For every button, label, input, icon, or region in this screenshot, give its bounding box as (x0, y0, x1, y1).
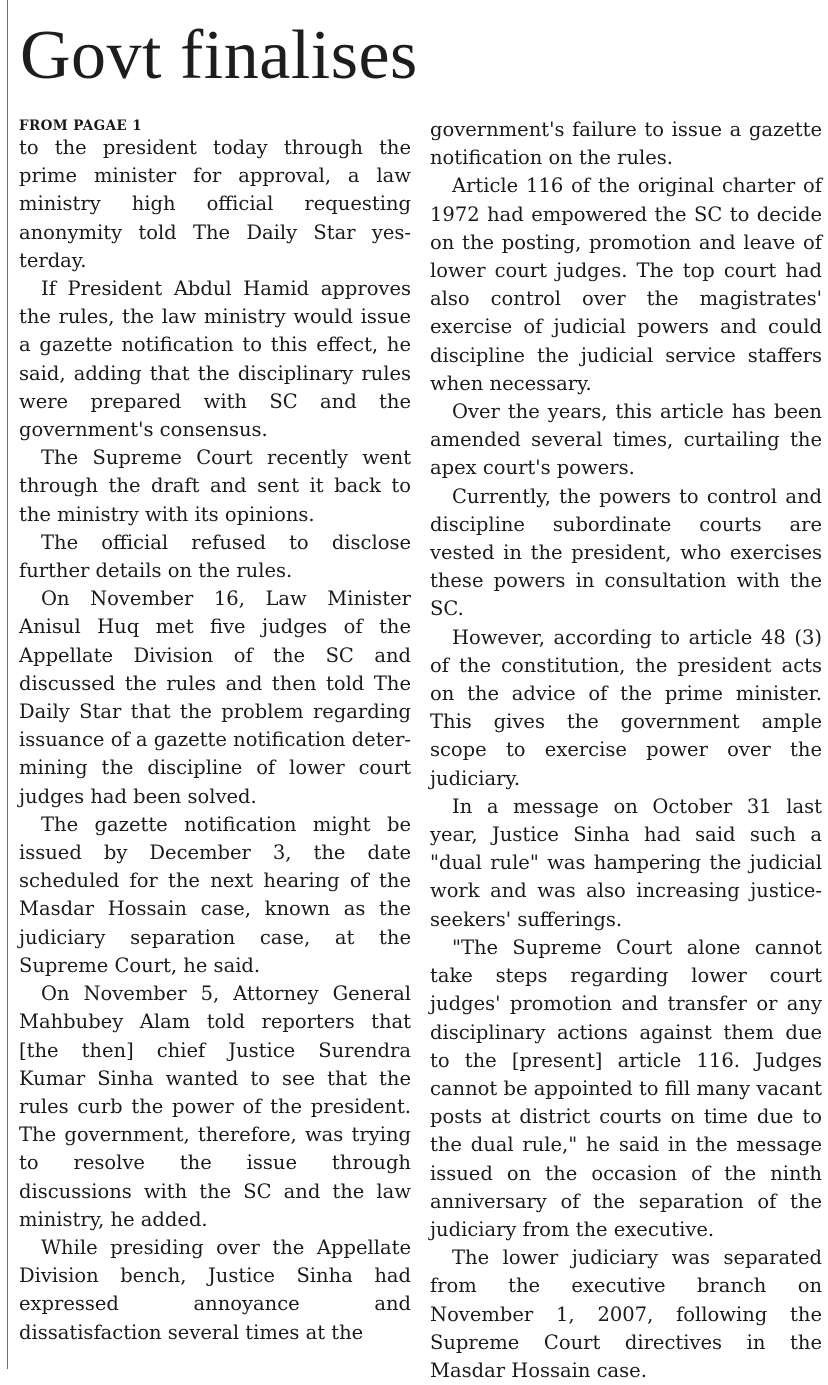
paragraph: Currently, the powers to control and discipline subordinate courts are vested in the president, who exercises these powers in consultation with the SC. (430, 484, 822, 621)
paragraph: On November 16, Law Minister Anisul Huq met five judges of the Appellate Division of the SC and discussed the rules and then told The Daily Star that the problem regarding issuance of a gazette notification determining the discipline of lower court judges had been solved. (19, 587, 411, 808)
paragraph: government's failure to issue a gazette notification on the rules. (430, 118, 822, 170)
paragraph: The gazette notification might be issued by December 3, the date scheduled for the next hearing of the Masdar Hossain case, known as the judiciary separation case, at the Supreme Court, he said. (19, 812, 411, 977)
paragraph: The Supreme Court recently went through the draft and sent it back to the ministry with its opinions. (19, 446, 411, 526)
paragraph: While presiding over the Appellate Division bench, Justice Sinha had expressed annoyance and dissatisfaction several times at the (19, 1235, 411, 1344)
paragraph: In a message on October 31 last year, Justice Sinha had said such a "dual rule" was hampering the judicial work and was also increasing justice-seekers' sufferings. (430, 794, 822, 931)
right-column (430, 116, 822, 1385)
paragraph: However, according to article 48 (3) of the constitution, the president acts on the advice of the prime minister. This gives the government ample scope to exercise power over the judiciary. (430, 625, 822, 790)
paragraph: to the president today through the prime minister for approval, a law ministry high official requesting anonymity told The Daily Star yesterday. (19, 136, 411, 272)
paragraph: "The Supreme Court alone cannot take steps regarding lower court judges' promotion and transfer or any disciplinary actions against them due to the [present] article 116. Judges cannot be appointed to fill many vacant posts at district courts on time due to the dual rule," he said in the message issued on the occasion of the ninth anniversary of the separation of the judiciary from the executive. (430, 935, 822, 1241)
headline: Govt finalises (20, 17, 418, 94)
paragraph: Article 116 of the original charter of 1972 had empowered the SC to decide on the posting, promotion and leave of lower court judges. The top court had also control over the magistrates' exercise of judicial powers and could discipline the judicial service staffers when necessary. (430, 174, 822, 395)
paragraph: The lower judiciary was separated from the executive branch on November 1, 2007, following the Supreme Court directives in the Masdar Hossain case. (430, 1246, 822, 1382)
left-column (19, 112, 411, 1347)
paragraph: The official refused to disclose further details on the rules. (19, 530, 411, 583)
paragraph: On November 5, Attorney General Mahbubey Alam told reporters that [the then] chief Justice Surendra Kumar Sinha wanted to see that the rules curb the power of the president. The government, therefore, was trying to resolve the issue through discussions with the SC and the law ministry, he added. (19, 982, 411, 1231)
continuation-kicker: FROM PAGAE 1 (19, 118, 143, 134)
paragraph: Over the years, this article has been amended several times, curtailing the apex court's powers. (430, 400, 822, 480)
column-rule (7, 0, 8, 1369)
paragraph: If President Abdul Hamid approves the rules, the law ministry would issue a gazette notification to this effect, he said, adding that the disciplinary rules were prepared with SC and the government's consensus. (19, 277, 411, 442)
